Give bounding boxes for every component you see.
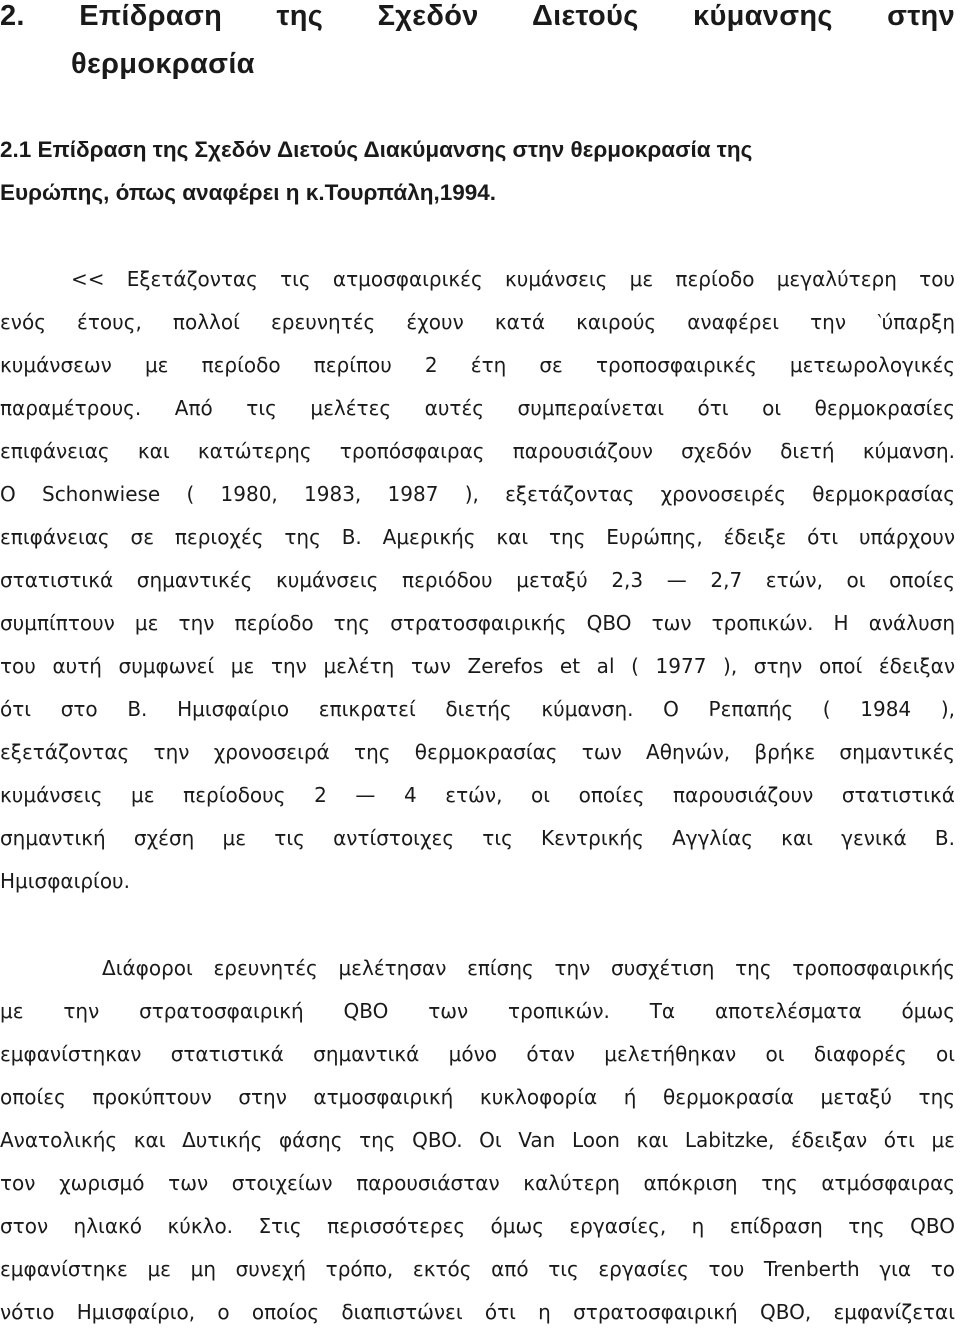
paragraph-line: επιφάνειας και κατώτερης τροπόσφαιρας παρουσιάζουν σχεδόν διετή κύμανση. [0,439,955,463]
paragraph-line: του αυτή συμφωνεί με την μελέτη των Zerefos et al ( 1977 ), στην οποί έδειξαν [0,654,955,678]
paragraph-line: Διάφοροι ερευνητές μελέτησαν επίσης την συσχέτιση της τροποσφαιρικής [40,956,955,980]
paragraph-line: επιφάνειας σε περιοχές της Β. Αμερικής και της Ευρώπης, έδειξε ότι υπάρχουν [0,525,955,549]
paragraph-line: οποίες προκύπτουν στην ατμοσφαιρική κυκλοφορία ή θερμοκρασία μεταξύ της [0,1085,955,1109]
paragraph-line: σημαντική σχέση με τις αντίστοιχες τις Κεντρικής Αγγλίας και γενικά Β. [0,826,955,850]
paragraph-line: νότιο Ημισφαίριο, ο οποίος διαπιστώνει ότι η στρατοσφαιρική QBO, εμφανίζεται [0,1300,955,1324]
paragraph-line: κυμάνσεις με περίοδους 2 — 4 ετών, οι οποίες παρουσιάζουν στατιστικά [0,783,955,807]
paragraph-line: Ημισφαιρίου. [0,869,130,893]
paragraph-line: συμπίπτουν με την περίοδο της στρατοσφαιρικής QBO των τροπικών. Η ανάλυση [0,611,955,635]
paragraph-line: παραμέτρους. Από τις μελέτες αυτές συμπεραίνεται ότι οι θερμοκρασίες [0,396,955,420]
paragraph-line: << Εξετάζοντας τις ατμοσφαιρικές κυμάνσεις με περίοδο μεγαλύτερη του [71,267,955,291]
paragraph-line: τον χωρισμό των στοιχείων παρουσιάσταν καλύτερη απόκριση της ατμόσφαιρας [0,1171,955,1195]
subsection-title-line-2: Ευρώπης, όπως αναφέρει η κ.Τουρπάλη,1994. [0,180,497,205]
body-paragraph-1 [0,258,955,903]
paragraph-line: εμφανίστηκαν στατιστικά σημαντικά μόνο όταν μελετήθηκαν οι διαφορές οι [0,1042,955,1066]
subsection-title-line-1: 2.1 Επίδραση της Σχεδόν Διετούς Διακύμανσης στην θερμοκρασία της [0,137,753,162]
section-title [0,0,955,88]
paragraph-line: στατιστικά σημαντικές κυμάνσεις περιόδου μεταξύ 2,3 — 2,7 ετών, οι οποίες [0,568,955,592]
paragraph-line: εμφανίστηκε με μη συνεχή τρόπο, εκτός από τις εργασίες του Trenberth για το [0,1257,955,1281]
section-title-line-1: 2. Επίδραση της Σχεδόν Διετούς κύμανσης στην [0,0,955,32]
paragraph-line: Ο Schonwiese ( 1980, 1983, 1987 ), εξετάζοντας χρονοσειρές θερμοκρασίας [0,482,955,506]
section-title-line-2: θερμοκρασία [71,48,255,80]
subsection-title [0,128,955,214]
paragraph-line: Ανατολικής και Δυτικής φάσης της QBO. Οι Van Loon και Labitzke, έδειξαν ότι με [0,1128,955,1152]
paragraph-line: με την στρατοσφαιρική QBO των τροπικών. Τα αποτελέσματα όμως [0,999,955,1023]
paragraph-line: κυμάνσεων με περίοδο περίπου 2 έτη σε τροποσφαιρικές μετεωρολογικές [0,353,955,377]
paragraph-line: ότι στο Β. Ημισφαίριο επικρατεί διετής κύμανση. Ο Ρεπαπής ( 1984 ), [0,697,955,721]
paragraph-line: ενός έτους, πολλοί ερευνητές έχουν κατά καιρούς αναφέρει την ‵ύπαρξη [0,310,955,334]
paragraph-line: στον ηλιακό κύκλο. Στις περισσότερες όμως εργασίες, η επίδραση της QBO [0,1214,955,1238]
paragraph-line: εξετάζοντας την χρονοσειρά της θερμοκρασίας των Αθηνών, βρήκε σημαντικές [0,740,955,764]
body-paragraph-2 [0,947,955,1334]
